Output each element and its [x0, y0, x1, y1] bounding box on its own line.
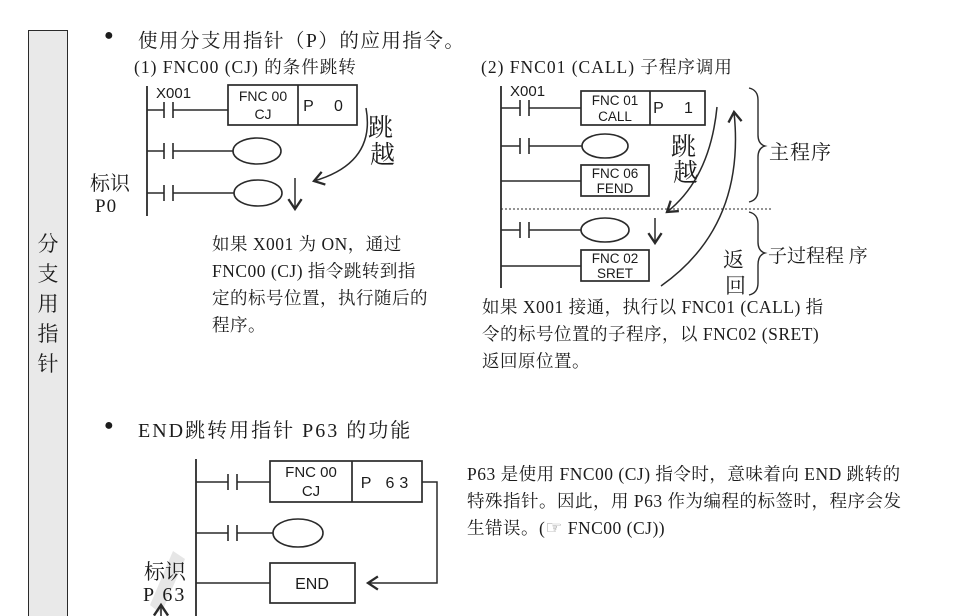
text-line: 如果 X001 接通，执行以 FNC01 (CALL) 指 [482, 297, 824, 317]
coil [234, 180, 282, 206]
fnc-mnemonic: SRET [596, 266, 634, 281]
label-tag: 标识 [144, 560, 186, 584]
fnc-mnemonic: CJ [301, 483, 321, 500]
pointer-operand: P 63 [360, 475, 414, 492]
main-program-label: 主程序 [769, 142, 832, 164]
rung-contact [147, 185, 234, 201]
sidebar-char: 支 [37, 262, 59, 286]
sidebar-tab-branch-pointer [28, 30, 68, 616]
fnc-number: FNC 06 [591, 166, 639, 181]
rung-contact [501, 222, 582, 238]
subheading-cj: (1) FNC00 (CJ) 的条件跳转 [134, 57, 357, 77]
jump-char: 跳 [671, 134, 697, 161]
pointing-hand-icon: ☞ [545, 518, 563, 539]
rung-contact [501, 100, 581, 116]
fnc-number: FNC 00 [238, 88, 288, 104]
input-label: X001 [156, 85, 192, 102]
label-pointer: P 63 [143, 584, 187, 606]
pointer-operand: P 0 [303, 98, 351, 115]
sidebar-char: 分 [37, 232, 59, 256]
bullet-icon: ● [104, 27, 114, 44]
label-tag: 标识 [90, 173, 130, 195]
coil [273, 519, 323, 547]
coil [581, 218, 629, 242]
rung-contact [196, 525, 273, 541]
text-line: P63 是使用 FNC00 (CJ) 指令时，意味着向 END 跳转的 [467, 464, 901, 484]
text-line: 定的标号位置，执行随后的 [212, 288, 428, 308]
rung-contact [147, 143, 233, 159]
fnc-number: FNC 01 [591, 93, 639, 108]
fnc-number: FNC 02 [591, 251, 639, 266]
jump-char: 跳 [368, 115, 394, 142]
sidebar-char: 针 [37, 352, 59, 376]
end-label: END [295, 576, 329, 593]
sidebar-char: 用 [37, 292, 59, 316]
sidebar-char: 指 [37, 322, 59, 346]
return-char: 回 [725, 274, 746, 298]
jump-char: 越 [370, 142, 396, 169]
section1-title: 使用分支用指针（P）的应用指令。 [138, 31, 466, 52]
text-line: FNC00 (CJ) 指令跳转到指 [212, 261, 416, 281]
coil [233, 138, 281, 164]
fnc-mnemonic: CALL [598, 109, 632, 124]
rung-contact [147, 102, 228, 118]
rung-contact [501, 138, 582, 154]
text-line: 返回原位置。 [482, 351, 590, 371]
text-line: 程序。 [212, 315, 266, 335]
text-fragment: 生错误。( [467, 518, 546, 538]
input-label: X001 [510, 83, 546, 100]
call-description [482, 294, 824, 375]
text-line: 如果 X001 为 ON，通过 [212, 234, 402, 254]
rung-contact [196, 474, 270, 490]
pointer-operand: P 1 [653, 100, 701, 117]
fnc-mnemonic: CJ [254, 106, 272, 122]
subheading-call: (2) FNC01 (CALL) 子程序调用 [481, 57, 733, 77]
bullet-icon: ● [104, 417, 114, 434]
text-line [467, 515, 901, 542]
fnc-number: FNC 00 [285, 464, 337, 481]
ladder-diagram-call [483, 78, 878, 303]
brace-subroutine [749, 212, 765, 295]
fnc-mnemonic: FEND [596, 181, 634, 196]
return-char: 返 [723, 248, 744, 272]
brace-main-program [749, 88, 765, 202]
text-line: 特殊指针。因此，用 P63 作为编程的标签时，程序会发 [467, 491, 902, 511]
ladder-diagram-end [140, 455, 455, 616]
section2-title: END跳转用指针 P63 的功能 [138, 420, 413, 442]
label-pointer: P0 [95, 196, 118, 217]
text-fragment: FNC00 (CJ)) [562, 518, 666, 538]
ladder-diagram-cj [85, 78, 415, 230]
coil [582, 134, 628, 158]
jump-char: 越 [673, 160, 699, 187]
subroutine-label: 子过程程 序 [768, 246, 868, 267]
p63-description [467, 461, 901, 542]
text-line: 令的标号位置的子程序，以 FNC02 (SRET) [482, 324, 820, 344]
cj-description [212, 231, 428, 339]
